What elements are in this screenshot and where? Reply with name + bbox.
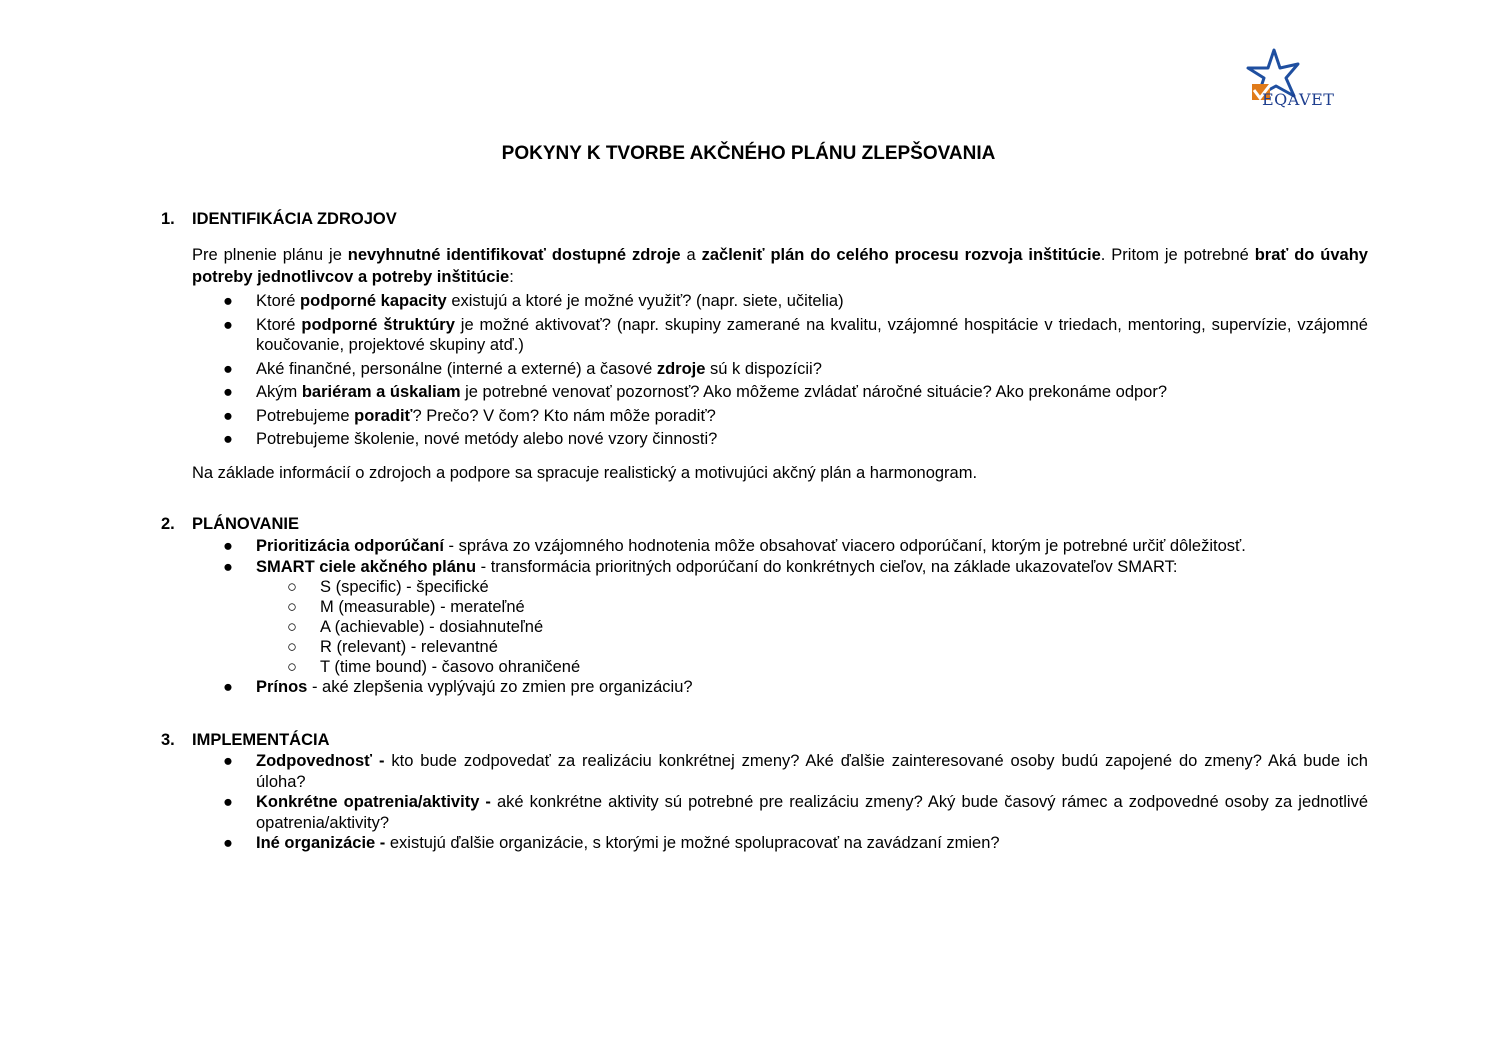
- list-item: ● Prínos - aké zlepšenia vyplývajú zo zmien pre organizáciu?: [223, 678, 693, 696]
- section-number: 3.: [161, 731, 175, 749]
- bullet-icon: ●: [223, 752, 233, 770]
- smart-list: [256, 577, 1368, 677]
- section-title: IDENTIFIKÁCIA ZDROJOV: [192, 210, 397, 228]
- smart-item: ○ S (specific) - špecifické: [287, 578, 489, 596]
- bullet-icon: ●: [223, 383, 233, 401]
- circle-bullet-icon: ○: [287, 618, 297, 636]
- section-number: 2.: [161, 515, 175, 533]
- eqavet-logo: [1240, 44, 1370, 114]
- list-item: ● Potrebujeme školenie, nové metódy alebo nové vzory činnosti?: [223, 430, 718, 448]
- smart-item: ○ A (achievable) - dosiahnuteľné: [287, 618, 544, 636]
- list-item: ● SMART ciele akčného plánu - transformácia prioritných odporúčaní do konkrétnych cieľov, na základe ukazovateľov SMART: ○ S (specific) - špecifické ○ M (measurable) - merateľné ○ A (achievable) - dosiahnuteľné ○ R (relevant) - relevantné ○ T (time bound) - časovo ohraničené: [192, 557, 1368, 678]
- bullet-icon: ●: [223, 359, 233, 378]
- section-title: IMPLEMENTÁCIA: [192, 731, 330, 749]
- page-title: POKYNY K TVORBE AKČNÉHO PLÁNU ZLEPŠOVANIA: [501, 143, 996, 164]
- bullet-icon: ●: [223, 793, 233, 811]
- section-2-heading: [161, 515, 299, 534]
- bullet-icon: ●: [223, 678, 233, 696]
- circle-bullet-icon: ○: [287, 578, 297, 596]
- list-item: ● Prioritizácia odporúčaní - správa zo vzájomného hodnotenia môže obsahovať viacero odporúčaní, ktorým je potrebné určiť dôležitosť.: [223, 537, 1246, 555]
- list-item: ● Zodpovednosť - kto bude zodpovedať za realizáciu konkrétnej zmeny? Aké ďalšie zainteresované osoby budú zapojené do zmeny? Aká bude ich úloha?: [223, 752, 1368, 791]
- smart-item: ○ R (relevant) - relevantné: [287, 638, 498, 656]
- circle-bullet-icon: ○: [287, 598, 297, 616]
- list-item: ● Ktoré podporné kapacity existujú a ktoré je možné využiť? (napr. siete, učitelia): [223, 292, 844, 310]
- list-item: ● Potrebujeme poradiť? Prečo? V čom? Kto nám môže poradiť?: [223, 406, 716, 425]
- section-1-intro: Pre plnenie plánu je nevyhnutné identifikovať dostupné zdroje a začleniť plán do celého procesu rozvoja inštitúcie. Pritom je potrebné brať do úvahy potreby jednotlivcov a potreby inštitúcie:: [192, 246, 1368, 286]
- bullet-icon: ●: [223, 537, 233, 555]
- logo-text: EQAVET: [1262, 90, 1335, 109]
- list-item: ● Akým bariéram a úskaliam je potrebné venovať pozornosť? Ako môžeme zvládať náročné situácie? Ako prekonáme odpor?: [223, 383, 1168, 401]
- bullet-icon: ●: [223, 834, 233, 852]
- bullet-icon: ●: [223, 315, 233, 334]
- list-item: ● Aké finančné, personálne (interné a externé) a časové zdroje sú k dispozícii?: [223, 359, 822, 378]
- smart-item: ○ T (time bound) - časovo ohraničené: [287, 658, 581, 676]
- section-3-heading: [161, 731, 330, 750]
- section-3-list: [192, 751, 1368, 854]
- section-title: PLÁNOVANIE: [192, 515, 299, 533]
- bullet-icon: ●: [223, 292, 233, 310]
- section-1-heading: [161, 210, 397, 229]
- list-item: ● Iné organizácie - existujú ďalšie organizácie, s ktorými je možné spolupracovať na zavádzaní zmien?: [223, 834, 1000, 852]
- list-item: ● Ktoré podporné štruktúry je možné aktivovať? (napr. skupiny zamerané na kvalitu, vzájomné hospitácie v triedach, mentoring, supervízie, vzájomné koučovanie, projektové skupiny atď.): [223, 315, 1368, 354]
- smart-item: ○ M (measurable) - merateľné: [287, 598, 525, 616]
- circle-bullet-icon: ○: [287, 658, 297, 676]
- circle-bullet-icon: ○: [287, 638, 297, 656]
- section-1-outro: Na základe informácií o zdrojoch a podpore sa spracuje realistický a motivujúci akčný plán a harmonogram.: [192, 464, 978, 482]
- bullet-icon: ●: [223, 557, 233, 576]
- bullet-icon: ●: [223, 406, 233, 425]
- section-1-list: [192, 291, 1368, 453]
- section-2-list: [192, 536, 1368, 698]
- section-number: 1.: [161, 210, 175, 228]
- bullet-icon: ●: [223, 430, 233, 448]
- list-item: ● Konkrétne opatrenia/aktivity - aké konkrétne aktivity sú potrebné pre realizáciu zmeny? Aký bude časový rámec a zodpovedné osoby za jednotlivé opatrenia/aktivity?: [223, 793, 1368, 832]
